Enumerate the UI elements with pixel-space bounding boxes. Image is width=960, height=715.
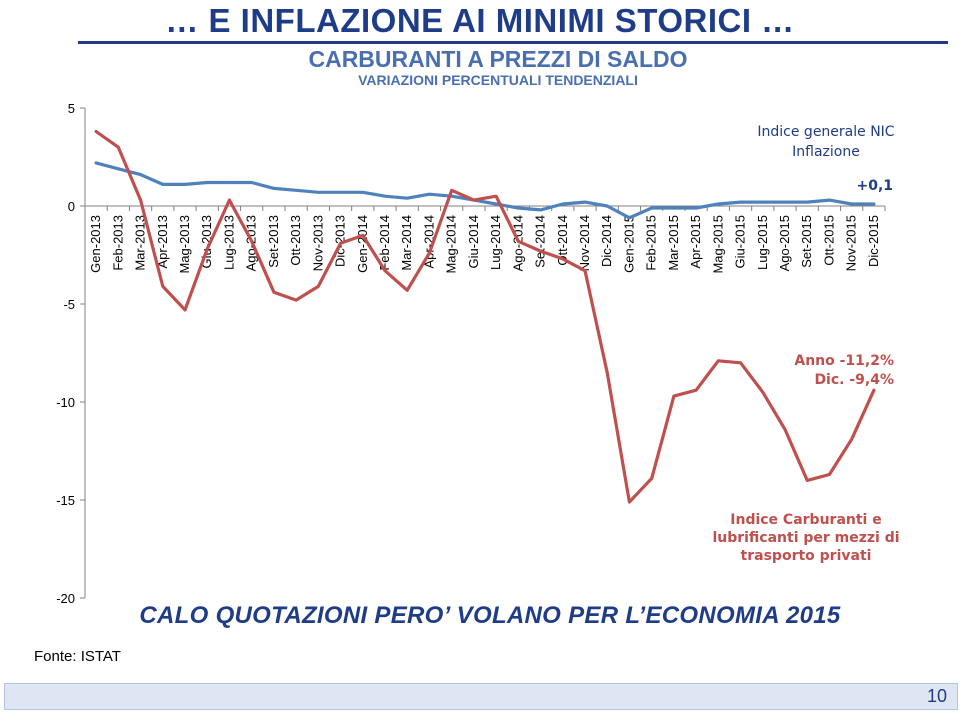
y-tick-label: -10 <box>56 395 75 410</box>
x-tick-label: Gen-2014 <box>354 215 370 273</box>
x-tick-label: Set-2014 <box>532 215 548 268</box>
nic-label-line-1: Indice generale NIC <box>757 124 895 140</box>
x-tick-label: Ago-2015 <box>777 215 792 272</box>
x-tick-labels <box>88 215 881 274</box>
x-tick-label: Mag-2015 <box>710 215 726 274</box>
x-tick-label: Feb-2015 <box>643 215 659 271</box>
y-tick-label: 0 <box>67 199 75 214</box>
x-tick-label: Nov-2015 <box>843 215 859 272</box>
fuel-series-label-line-1: Indice Carburanti e <box>730 512 882 528</box>
x-tick-label: Mag-2013 <box>177 215 192 274</box>
x-tick-label: Set-2013 <box>265 215 281 268</box>
y-tick-label: -15 <box>56 493 75 508</box>
nic-label-line-2: Inflazione <box>792 144 860 160</box>
x-tick-label: Mar-2015 <box>665 215 681 271</box>
x-tick-label: Dic-2015 <box>865 215 881 268</box>
chart-subtitle: CARBURANTI A PREZZI DI SALDO <box>308 46 688 72</box>
x-tick-label: Giu-2013 <box>199 215 215 269</box>
x-tick-label: Mar-2014 <box>399 215 415 271</box>
source-note: Fonte: ISTAT <box>34 648 121 665</box>
x-tick-label: Mar-2013 <box>132 215 148 271</box>
fuel-december-label: Dic. -9,4% <box>814 372 894 388</box>
chart-subtitle-secondary: VARIAZIONI PERCENTUALI TENDENZIALI <box>358 72 638 88</box>
x-tick-label: Feb-2014 <box>377 215 392 271</box>
x-tick-label: Ott-2015 <box>821 215 837 266</box>
x-tick-label: Lug-2015 <box>754 215 770 270</box>
x-tick-label: Ago-2013 <box>243 215 259 272</box>
page-number: 10 <box>926 686 947 706</box>
x-tick-label: Nov-2013 <box>310 215 326 272</box>
x-tick-label: Gen-2013 <box>88 215 104 273</box>
x-tick-label: Lug-2013 <box>221 215 237 270</box>
x-tick-label: Dic-2013 <box>332 215 348 268</box>
x-tick-label: Set-2015 <box>799 215 815 268</box>
fuel-series-line <box>96 132 874 503</box>
y-tick-labels <box>56 101 75 606</box>
x-tick-label: Apr-2013 <box>154 215 170 269</box>
x-tick-label: Feb-2013 <box>110 215 126 271</box>
series-lines <box>96 131 874 502</box>
y-tick-label: -5 <box>63 297 75 312</box>
x-tick-label: Giu-2014 <box>465 215 481 269</box>
x-tick-label: Ott-2014 <box>554 215 570 266</box>
annotation-layer <box>712 124 899 564</box>
x-tick-label: Lug-2014 <box>488 214 504 270</box>
x-tick-label: Dic-2014 <box>599 215 615 268</box>
x-tick-label: Nov-2014 <box>577 215 592 272</box>
slogan: CALO QUOTAZIONI PERO’ VOLANO PER L’ECONOMIA 2015 <box>139 602 841 629</box>
y-tick-label: -20 <box>56 591 75 606</box>
x-tick-label: Ago-2014 <box>510 215 526 272</box>
fuel-annual-label: Anno -11,2% <box>794 353 894 369</box>
fuel-series-label-line-3: trasporto privati <box>740 548 872 564</box>
x-tick-label: Apr-2015 <box>688 215 704 269</box>
footer-bar <box>4 683 958 710</box>
page-title: … E INFLAZIONE AI MINIMI STORICI … <box>165 2 795 39</box>
y-tick-label: 5 <box>67 101 75 116</box>
fuel-series-label-line-2: lubrificanti per mezzi di <box>712 530 900 546</box>
x-tick-label: Ott-2013 <box>288 215 304 266</box>
x-tick-label: Giu-2015 <box>732 215 748 269</box>
nic-value-label: +0,1 <box>856 178 893 194</box>
x-tick-label: Gen-2015 <box>621 215 637 273</box>
x-tick-label: Apr-2014 <box>421 215 437 269</box>
x-tick-label: Mag-2014 <box>443 214 459 274</box>
